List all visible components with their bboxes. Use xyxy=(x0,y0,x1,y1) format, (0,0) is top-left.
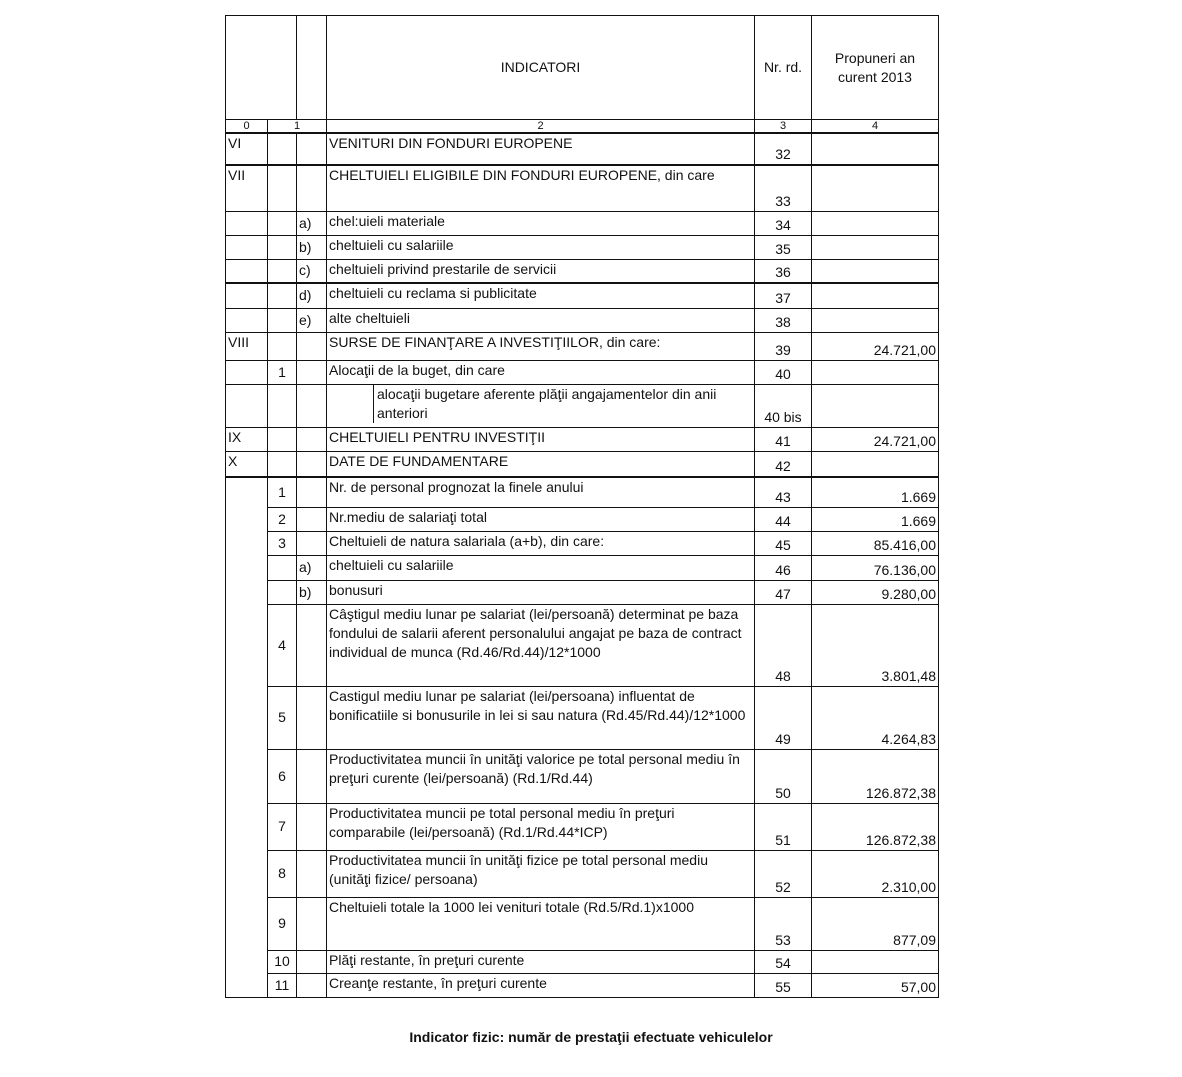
indicators-table-container xyxy=(225,15,938,998)
row-section-cell xyxy=(226,211,268,235)
header-blank-cell xyxy=(226,16,297,120)
row-value-cell xyxy=(812,308,939,332)
row-number-cell: 10 xyxy=(268,950,297,973)
row-letter-cell xyxy=(297,477,327,507)
row-indicator-cell: Cheltuieli totale la 1000 lei venituri totale (Rd.5/Rd.1)x1000 xyxy=(327,897,755,950)
row-nr-rd-cell: 45 xyxy=(755,531,812,555)
row-indicator-cell: cheltuieli cu salariile xyxy=(327,555,755,580)
column-numbers-row xyxy=(226,120,939,134)
row-letter-cell xyxy=(297,686,327,749)
row-section-cell xyxy=(226,308,268,332)
row-indicator-cell: Alocaţii de la buget, din care xyxy=(327,360,755,384)
row-nr-rd-cell: 32 xyxy=(755,133,812,165)
row-value-cell: 2.310,00 xyxy=(812,850,939,897)
row-value-cell xyxy=(812,360,939,384)
row-number-cell xyxy=(268,308,297,332)
row-letter-cell xyxy=(297,897,327,950)
row-nr-rd-cell: 50 xyxy=(755,749,812,803)
header-propuneri-line1: Propuneri an xyxy=(834,49,916,66)
row-indicator-cell: Castigul mediu lunar pe salariat (lei/persoana) influentat de bonificatiile si bonusurile in lei si sau natura (Rd.45/Rd.44)/12*1000 xyxy=(327,686,755,749)
row-nr-rd-cell: 43 xyxy=(755,477,812,507)
row-letter-cell xyxy=(297,360,327,384)
row-letter-cell xyxy=(297,749,327,803)
row-value-cell: 1.669 xyxy=(812,477,939,507)
row-value-cell: 126.872,38 xyxy=(812,803,939,850)
row-value-cell xyxy=(812,211,939,235)
row-number-cell xyxy=(268,165,297,211)
row-letter-cell xyxy=(297,133,327,165)
row-number-cell xyxy=(268,451,297,477)
row-number-cell: 6 xyxy=(268,749,297,803)
row-section-cell xyxy=(226,283,268,308)
row-number-cell: 4 xyxy=(268,604,297,686)
table-row xyxy=(226,427,939,451)
row-indicator-cell: CHELTUIELI ELIGIBILE DIN FONDURI EUROPENE, din care xyxy=(327,165,755,211)
row-number-cell: 11 xyxy=(268,973,297,997)
row-nr-rd-cell: 54 xyxy=(755,950,812,973)
row-number-cell: 1 xyxy=(268,360,297,384)
row-letter-cell: e) xyxy=(297,308,327,332)
row-section-cell: VIII xyxy=(226,332,268,360)
row-indicator-cell: VENITURI DIN FONDURI EUROPENE xyxy=(327,133,755,165)
row-number-cell xyxy=(268,259,297,283)
table-row xyxy=(226,507,939,531)
table-row xyxy=(226,580,939,604)
row-nr-rd-cell: 35 xyxy=(755,235,812,259)
row-indicator-cell: cheltuieli cu salariile xyxy=(327,235,755,259)
indicators-table xyxy=(225,15,939,998)
row-section-cell: VII xyxy=(226,165,268,211)
row-letter-cell xyxy=(297,950,327,973)
row-number-cell xyxy=(268,427,297,451)
table-row xyxy=(226,259,939,283)
row-letter-cell: c) xyxy=(297,259,327,283)
row-letter-cell: b) xyxy=(297,580,327,604)
col-number-4: 4 xyxy=(812,120,939,134)
row-indicator-cell: alte cheltuieli xyxy=(327,308,755,332)
row-value-cell xyxy=(812,451,939,477)
row-indicator-cell: Plăţi restante, în preţuri curente xyxy=(327,950,755,973)
table-row xyxy=(226,211,939,235)
table-row xyxy=(226,749,939,803)
row-indicator-cell: Cheltuieli de natura salariala (a+b), din care: xyxy=(327,531,755,555)
row-letter-cell: d) xyxy=(297,283,327,308)
table-row xyxy=(226,850,939,897)
row-value-cell: 57,00 xyxy=(812,973,939,997)
row-number-cell: 1 xyxy=(268,477,297,507)
row-value-cell: 126.872,38 xyxy=(812,749,939,803)
col-number-0: 0 xyxy=(226,120,268,134)
row-nr-rd-cell: 49 xyxy=(755,686,812,749)
row-value-cell xyxy=(812,133,939,165)
table-row xyxy=(226,283,939,308)
row-nr-rd-cell: 38 xyxy=(755,308,812,332)
row-number-cell: 7 xyxy=(268,803,297,850)
header-blank-cell-2 xyxy=(297,16,327,120)
row-letter-cell xyxy=(297,604,327,686)
row-section-cell xyxy=(226,259,268,283)
row-number-cell: 8 xyxy=(268,850,297,897)
row-value-cell: 4.264,83 xyxy=(812,686,939,749)
row-value-cell: 1.669 xyxy=(812,507,939,531)
row-indicator-cell: chel:uieli materiale xyxy=(327,211,755,235)
row-nr-rd-cell: 39 xyxy=(755,332,812,360)
col-number-3: 3 xyxy=(755,120,812,134)
table-row xyxy=(226,973,939,997)
row-nr-rd-cell: 33 xyxy=(755,165,812,211)
footer-note: Indicator fizic: număr de prestaţii efectuate vehiculelor xyxy=(409,1029,773,1045)
row-number-cell xyxy=(268,332,297,360)
row-number-cell: 9 xyxy=(268,897,297,950)
table-row xyxy=(226,384,939,427)
row-letter-cell xyxy=(297,850,327,897)
row-number-cell xyxy=(268,211,297,235)
row-indicator-cell: bonusuri xyxy=(327,580,755,604)
row-letter-cell xyxy=(297,165,327,211)
row-value-cell: 76.136,00 xyxy=(812,555,939,580)
header-propuneri xyxy=(812,16,939,120)
table-row xyxy=(226,555,939,580)
row-indicator-text: alocaţii bugetare aferente plăţii angajamentelor din anii anteriori xyxy=(373,385,752,423)
table-row xyxy=(226,803,939,850)
row-letter-cell xyxy=(297,332,327,360)
table-row xyxy=(226,897,939,950)
row-value-cell: 24.721,00 xyxy=(812,332,939,360)
row-indicator-cell: Productivitatea muncii în unităţi fizice pe total personal mediu (unităţi fizice/ persoana) xyxy=(327,850,755,897)
row-nr-rd-cell: 55 xyxy=(755,973,812,997)
table-row xyxy=(226,477,939,507)
row-indicator-cell: SURSE DE FINANŢARE A INVESTIŢIILOR, din care: xyxy=(327,332,755,360)
row-number-cell xyxy=(268,384,297,427)
row-letter-cell xyxy=(297,427,327,451)
row-letter-cell xyxy=(297,803,327,850)
row-nr-rd-cell: 42 xyxy=(755,451,812,477)
table-row xyxy=(226,133,939,165)
row-letter-cell xyxy=(297,531,327,555)
row-nr-rd-cell: 53 xyxy=(755,897,812,950)
table-row xyxy=(226,531,939,555)
col-number-1: 1 xyxy=(268,120,327,134)
table-row xyxy=(226,165,939,211)
row-nr-rd-cell: 37 xyxy=(755,283,812,308)
col-number-2: 2 xyxy=(327,120,755,134)
header-indicatori: INDICATORI xyxy=(327,16,755,120)
row-value-cell xyxy=(812,384,939,427)
table-row xyxy=(226,360,939,384)
row-number-cell xyxy=(268,580,297,604)
row-nr-rd-cell: 40 xyxy=(755,360,812,384)
row-letter-cell: b) xyxy=(297,235,327,259)
row-value-cell: 9.280,00 xyxy=(812,580,939,604)
row-number-cell xyxy=(268,555,297,580)
row-letter-cell xyxy=(297,973,327,997)
row-indicator-cell: Productivitatea muncii în unităţi valorice pe total personal mediu în preţuri curente (lei/persoană) (Rd.1/Rd.44) xyxy=(327,749,755,803)
header-nr-rd: Nr. rd. xyxy=(755,16,812,120)
table-row xyxy=(226,950,939,973)
row-value-cell: 3.801,48 xyxy=(812,604,939,686)
header-propuneri-line2: curent 2013 xyxy=(838,68,912,85)
header-row xyxy=(226,16,939,120)
row-section-cell xyxy=(226,384,268,427)
row-number-cell xyxy=(268,133,297,165)
row-section-cell: X xyxy=(226,451,268,477)
table-row xyxy=(226,686,939,749)
table-row xyxy=(226,308,939,332)
row-indicator-cell: Creanţe restante, în preţuri curente xyxy=(327,973,755,997)
row-section-cell: VI xyxy=(226,133,268,165)
row-value-cell xyxy=(812,235,939,259)
row-nr-rd-cell: 40 bis xyxy=(755,384,812,427)
row-nr-rd-cell: 51 xyxy=(755,803,812,850)
row-number-cell: 3 xyxy=(268,531,297,555)
row-value-cell: 877,09 xyxy=(812,897,939,950)
row-section-cell: IX xyxy=(226,427,268,451)
row-nr-rd-cell: 46 xyxy=(755,555,812,580)
row-indicator-cell: cheltuieli privind prestarile de servicii xyxy=(327,259,755,283)
row-nr-rd-cell: 41 xyxy=(755,427,812,451)
row-value-cell xyxy=(812,283,939,308)
row-letter-cell: a) xyxy=(297,555,327,580)
row-indicator-cell: Nr.mediu de salariaţi total xyxy=(327,507,755,531)
row-nr-rd-cell: 34 xyxy=(755,211,812,235)
table-row xyxy=(226,604,939,686)
row-nr-rd-cell: 36 xyxy=(755,259,812,283)
row-section-cell xyxy=(226,477,268,997)
row-number-cell: 2 xyxy=(268,507,297,531)
row-letter-cell: a) xyxy=(297,211,327,235)
row-number-cell xyxy=(268,283,297,308)
row-indicator-cell: Productivitatea muncii pe total personal mediu în preţuri comparabile (lei/persoană) (Rd.1/Rd.44*ICP) xyxy=(327,803,755,850)
row-nr-rd-cell: 48 xyxy=(755,604,812,686)
table-row xyxy=(226,332,939,360)
row-section-cell xyxy=(226,360,268,384)
row-section-cell xyxy=(226,235,268,259)
row-letter-cell xyxy=(297,507,327,531)
row-value-cell xyxy=(812,950,939,973)
row-indicator-cell: DATE DE FUNDAMENTARE xyxy=(327,451,755,477)
row-value-cell: 85.416,00 xyxy=(812,531,939,555)
row-nr-rd-cell: 52 xyxy=(755,850,812,897)
row-value-cell xyxy=(812,165,939,211)
row-number-cell: 5 xyxy=(268,686,297,749)
row-indicator-cell: Nr. de personal prognozat la finele anului xyxy=(327,477,755,507)
table-row xyxy=(226,235,939,259)
table-row xyxy=(226,451,939,477)
row-value-cell: 24.721,00 xyxy=(812,427,939,451)
row-indicator-cell: CHELTUIELI PENTRU INVESTIŢII xyxy=(327,427,755,451)
row-value-cell xyxy=(812,259,939,283)
row-number-cell xyxy=(268,235,297,259)
row-indicator-cell: cheltuieli cu reclama si publicitate xyxy=(327,283,755,308)
row-letter-cell xyxy=(297,384,327,427)
row-nr-rd-cell: 44 xyxy=(755,507,812,531)
row-nr-rd-cell: 47 xyxy=(755,580,812,604)
row-letter-cell xyxy=(297,451,327,477)
row-indicator-cell xyxy=(327,384,755,427)
row-indicator-cell: Câştigul mediu lunar pe salariat (lei/persoană) determinat pe baza fondului de salarii aferent personalului angajat pe baza de contract individual de munca (Rd.46/Rd.44)/12*1000 xyxy=(327,604,755,686)
